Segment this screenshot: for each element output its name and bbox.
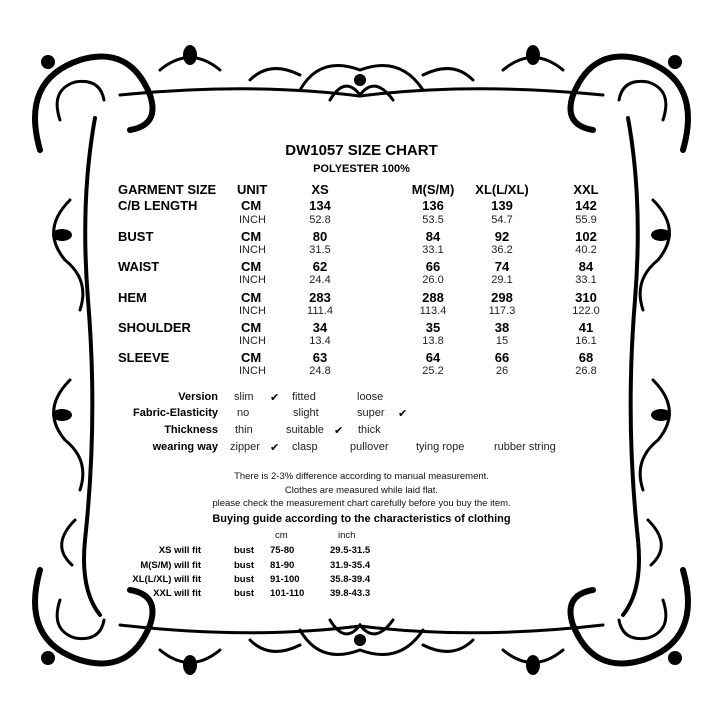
cell-xxl-cm: 41 [578, 320, 594, 335]
thickness-option-thin: thin [235, 424, 253, 436]
cell-xxl-cm: 102 [575, 229, 597, 244]
guide-row-inch: 39.8-43.3 [330, 588, 371, 599]
wearing-option-tying-rope: tying rope [416, 441, 465, 453]
cell-xl-inch: 117.3 [488, 305, 516, 317]
cell-xs-inch: 13.4 [309, 335, 331, 347]
unit-cm: CM [241, 320, 262, 335]
guide-row-inch: 35.8-39.4 [330, 574, 371, 585]
fabric-option-super: super [357, 407, 385, 419]
guide-row-part: bust [234, 560, 255, 571]
note-line-2: Clothes are measured while laid flat. [284, 485, 439, 496]
wearing-option-zipper: zipper [230, 441, 260, 453]
header-m: M(S/M) [411, 182, 455, 197]
cell-m-inch: 113.4 [419, 305, 447, 317]
cell-xs-inch: 31.5 [309, 244, 331, 256]
note-line-3: please check the measurement chart carefully before you buy the item. [212, 498, 511, 509]
unit-cm: CM [241, 229, 262, 244]
unit-inch: INCH [239, 244, 266, 256]
cell-xxl-inch: 40.2 [575, 244, 597, 256]
cell-xs-inch: 24.8 [309, 365, 331, 377]
cell-xs-cm: 63 [312, 350, 328, 365]
cell-xxl-inch: 26.8 [575, 365, 597, 377]
material-label: POLYESTER 100% [313, 163, 410, 175]
cell-xxl-cm: 142 [575, 198, 597, 213]
version-option-fitted: fitted [292, 391, 316, 403]
header-xxl: XXL [573, 182, 599, 197]
guide-row-inch: 29.5-31.5 [330, 545, 371, 556]
cell-m-inch: 26.0 [422, 274, 444, 286]
thickness-option-suitable: suitable [286, 424, 324, 436]
unit-cm: CM [241, 198, 262, 213]
cell-m-cm: 84 [425, 229, 441, 244]
cell-xl-inch: 15 [495, 335, 509, 347]
cell-xs-cm: 80 [312, 229, 328, 244]
guide-row-part: bust [234, 545, 255, 556]
cell-xxl-cm: 84 [578, 259, 594, 274]
cell-xl-cm: 66 [494, 350, 510, 365]
version-option-slim: slim [234, 391, 254, 403]
cell-xxl-inch: 33.1 [575, 274, 597, 286]
unit-inch: INCH [239, 365, 266, 377]
guide-row-label: XXL will fit [153, 588, 201, 599]
cell-xs-cm: 134 [309, 198, 331, 213]
cell-xl-cm: 38 [494, 320, 510, 335]
cell-xl-inch: 26 [495, 365, 509, 377]
guide-col-cm: cm [275, 530, 288, 541]
cell-m-cm: 288 [422, 290, 444, 305]
cell-m-cm: 66 [425, 259, 441, 274]
cell-xs-inch: 52.8 [309, 214, 331, 226]
wearing-option-clasp: clasp [292, 441, 318, 453]
cell-xl-cm: 139 [491, 198, 513, 213]
unit-cm: CM [241, 259, 262, 274]
unit-inch: INCH [239, 305, 266, 317]
check-icon: ✔ [398, 408, 408, 420]
row-label: WAIST [118, 259, 160, 274]
page-title: DW1057 SIZE CHART [285, 142, 438, 159]
guide-row-cm: 75-80 [270, 545, 295, 556]
unit-inch: INCH [239, 214, 266, 226]
guide-row-label: XS will fit [158, 545, 201, 556]
guide-row-part: bust [234, 574, 255, 585]
buying-guide-title: Buying guide according to the characteristics of clothing [212, 513, 511, 525]
wearing-option-rubber-string: rubber string [494, 441, 556, 453]
check-icon: ✔ [334, 425, 344, 437]
cell-xxl-inch: 122.0 [572, 305, 600, 317]
thickness-label: Thickness [164, 424, 218, 436]
cell-xs-cm: 34 [312, 320, 328, 335]
unit-cm: CM [241, 350, 262, 365]
guide-row-part: bust [234, 588, 255, 599]
version-label: Version [178, 391, 218, 403]
guide-row-label: XL(L/XL) will fit [132, 574, 201, 585]
cell-xl-cm: 92 [494, 229, 510, 244]
guide-row-cm: 81-90 [270, 560, 295, 571]
unit-inch: INCH [239, 335, 266, 347]
cell-xl-cm: 298 [491, 290, 513, 305]
row-label: SLEEVE [118, 350, 170, 365]
guide-row-cm: 91-100 [270, 574, 300, 585]
cell-m-cm: 136 [422, 198, 444, 213]
cell-xxl-inch: 55.9 [575, 214, 597, 226]
unit-inch: INCH [239, 274, 266, 286]
guide-col-inch: inch [338, 530, 356, 541]
check-icon: ✔ [270, 442, 280, 454]
fabric-option-slight: slight [293, 407, 319, 419]
row-label: BUST [118, 229, 154, 244]
cell-xs-cm: 62 [312, 259, 328, 274]
unit-cm: CM [241, 290, 262, 305]
guide-row-cm: 101-110 [270, 588, 305, 599]
wearing-way-label: wearing way [152, 441, 218, 453]
cell-xxl-cm: 310 [575, 290, 597, 305]
row-label: SHOULDER [118, 320, 191, 335]
header-xs: XS [311, 182, 329, 197]
row-label: HEM [118, 290, 147, 305]
cell-m-inch: 25.2 [422, 365, 444, 377]
check-icon: ✔ [270, 392, 280, 404]
cell-xl-cm: 74 [494, 259, 510, 274]
cell-xs-inch: 111.4 [307, 305, 333, 317]
version-option-loose: loose [357, 391, 384, 403]
header-garment-size: GARMENT SIZE [118, 182, 217, 197]
cell-xl-inch: 36.2 [491, 244, 513, 256]
cell-m-inch: 13.8 [422, 335, 444, 347]
cell-xxl-cm: 68 [578, 350, 594, 365]
cell-xs-cm: 283 [309, 290, 331, 305]
cell-xl-inch: 29.1 [491, 274, 513, 286]
guide-row-inch: 31.9-35.4 [330, 560, 371, 571]
cell-m-cm: 35 [425, 320, 441, 335]
fabric-elasticity-label: Fabric-Elasticity [133, 407, 218, 419]
note-line-1: There is 2-3% difference according to manual measurement. [234, 471, 489, 482]
cell-m-inch: 33.1 [422, 244, 444, 256]
row-label: C/B LENGTH [118, 198, 198, 213]
cell-m-cm: 64 [425, 350, 441, 365]
cell-xs-inch: 24.4 [309, 274, 331, 286]
thickness-option-thick: thick [358, 424, 381, 436]
fabric-option-no: no [237, 407, 250, 419]
header-unit: UNIT [237, 182, 268, 197]
guide-row-label: M(S/M) will fit [140, 560, 201, 571]
cell-xl-inch: 54.7 [491, 214, 513, 226]
cell-xxl-inch: 16.1 [575, 335, 597, 347]
header-xl: XL(L/XL) [475, 182, 529, 197]
cell-m-inch: 53.5 [422, 214, 444, 226]
wearing-option-pullover: pullover [350, 441, 389, 453]
